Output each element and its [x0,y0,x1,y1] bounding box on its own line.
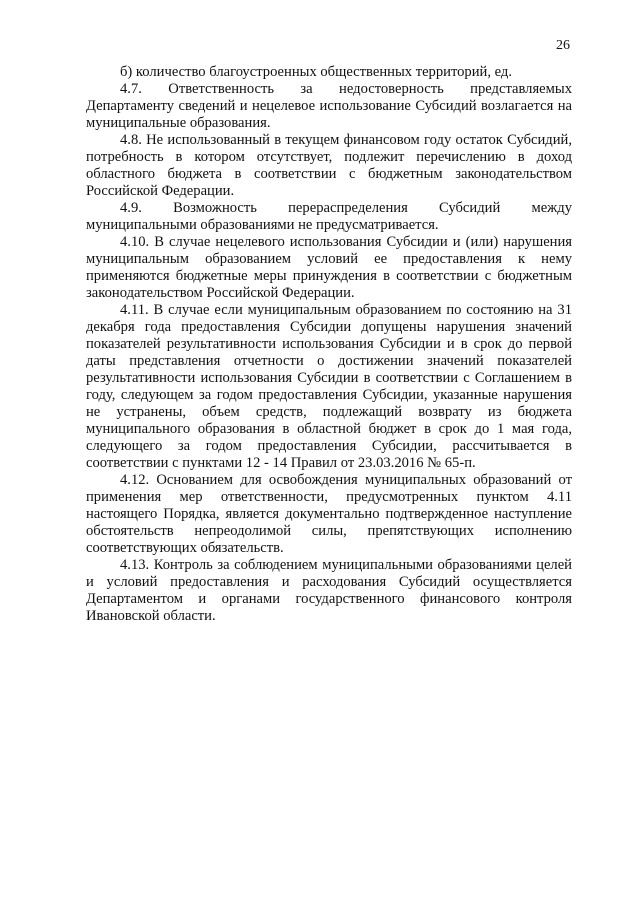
paragraph-4-12: 4.12. Основанием для освобождения муниципальных образований от применения мер ответственности, предусмотренных пунктом 4.11 настоящего Порядка, является документально подтвержденное наступление обстоятельств непреодолимой силы, препятствующих исполнению соответствующих обязательств. [86,472,572,556]
paragraph-4-11: 4.11. В случае если муниципальным образованием по состоянию на 31 декабря года предоставления Субсидии допущены нарушения значений показателей результативности использования Субсидии и в срок до первой даты представления отчетности о достижении значений показателей результативности использования Субсидии в соответствии с Соглашением в году, следующем за годом предоставления Субсидии, указанные нарушения не устранены, объем средств, подлежащий возврату из бюджета муниципального образования в областной бюджет в срок до 1 мая года, следующего за годом предоставления Субсидии, рассчитывается в соответствии с пунктами 12 - 14 Правил от 23.03.2016 № 65-п. [86,302,572,471]
paragraph-4-7: 4.7. Ответственность за недостоверность представляемых Департаменту сведений и нецелевое использование Субсидий возлагается на муниципальные образования. [86,81,572,131]
page-number: 26 [556,38,570,53]
paragraph-4-9: 4.9. Возможность перераспределения Субсидий между муниципальными образованиями не предусматривается. [86,200,572,233]
paragraph-item-b: б) количество благоустроенных общественных территорий, ед. [120,64,513,80]
paragraph-4-13: 4.13. Контроль за соблюдением муниципальными образованиями целей и условий предоставления и расходования Субсидий осуществляется Департаментом и органами государственного финансового контроля Ивановской области. [86,557,572,624]
paragraph-4-10: 4.10. В случае нецелевого использования Субсидии и (или) нарушения муниципальным образованием условий ее предоставления к нему применяются бюджетные меры принуждения в соответствии с бюджетным законодательством Российской Федерации. [86,234,572,301]
document-body [86,64,572,625]
paragraph-4-8: 4.8. Не использованный в текущем финансовом году остаток Субсидий, потребность в котором отсутствует, подлежит перечислению в доход областного бюджета в соответствии с бюджетным законодательством Российской Федерации. [86,132,572,199]
